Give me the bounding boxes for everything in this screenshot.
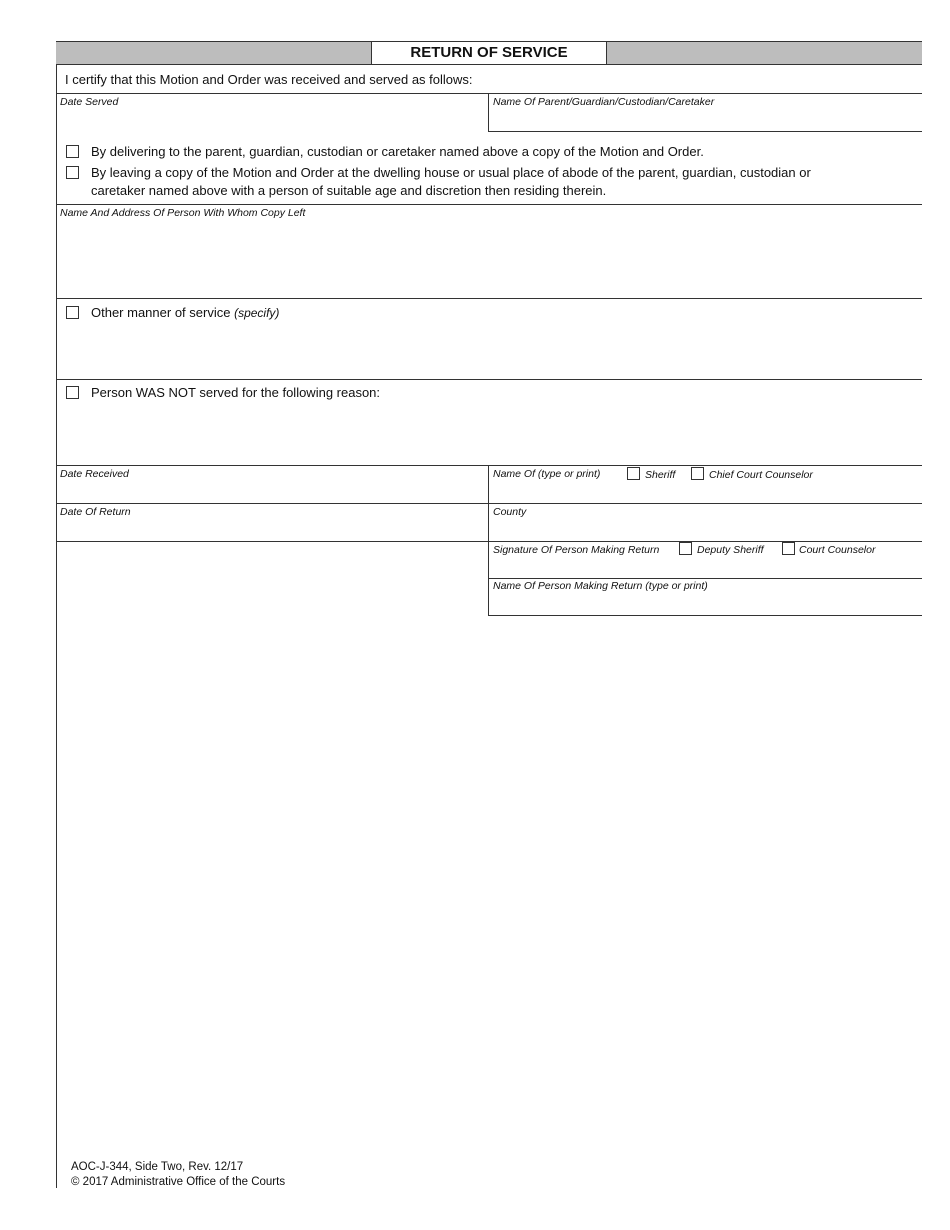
divider — [488, 615, 922, 616]
divider — [56, 503, 922, 504]
leaving-copy-text-line1: By leaving a copy of the Motion and Order at the dwelling house or usual place of abode of the parent, guardian, custodian or — [91, 165, 811, 180]
leaving-copy-text-line2: caretaker named above with a person of suitable age and discretion then residing therein. — [91, 183, 607, 198]
title-bar — [56, 41, 922, 65]
chief-court-counselor-label: Chief Court Counselor — [709, 469, 813, 481]
deputy-sheriff-checkbox[interactable] — [679, 542, 692, 555]
specify-note: (specify) — [234, 306, 280, 320]
date-received-label: Date Received — [60, 468, 129, 480]
name-of-label: Name Of (type or print) — [493, 468, 601, 480]
not-served-text: Person WAS NOT served for the following reason: — [91, 385, 381, 400]
divider — [56, 204, 922, 205]
date-served-label: Date Served — [60, 96, 119, 108]
divider — [56, 298, 922, 299]
divider — [56, 93, 922, 94]
divider — [56, 465, 922, 466]
name-person-return-label: Name Of Person Making Return (type or print) — [493, 580, 708, 592]
date-of-return-label: Date Of Return — [60, 506, 131, 518]
divider — [488, 578, 922, 579]
court-counselor-label: Court Counselor — [799, 544, 876, 556]
certify-text: I certify that this Motion and Order was received and served as follows: — [65, 72, 473, 87]
court-counselor-checkbox[interactable] — [782, 542, 795, 555]
divider — [56, 379, 922, 380]
divider — [488, 465, 489, 615]
copyright: © 2017 Administrative Office of the Courts — [71, 1176, 286, 1188]
sheriff-checkbox[interactable] — [627, 467, 640, 480]
name-parent-label: Name Of Parent/Guardian/Custodian/Caretaker — [493, 96, 715, 108]
delivering-text: By delivering to the parent, guardian, custodian or caretaker named above a copy of the Motion and Order. — [91, 144, 704, 159]
leaving-copy-checkbox[interactable] — [66, 166, 79, 179]
not-served-checkbox[interactable] — [66, 386, 79, 399]
form-title: RETURN OF SERVICE — [371, 41, 607, 65]
other-manner-checkbox[interactable] — [66, 306, 79, 319]
name-address-label: Name And Address Of Person With Whom Copy Left — [60, 207, 306, 219]
other-manner-text: Other manner of service (specify) — [91, 305, 280, 320]
county-label: County — [493, 506, 527, 518]
divider — [488, 131, 922, 132]
signature-label: Signature Of Person Making Return — [493, 544, 660, 556]
chief-court-counselor-checkbox[interactable] — [691, 467, 704, 480]
deputy-sheriff-label: Deputy Sheriff — [697, 544, 764, 556]
form-id: AOC-J-344, Side Two, Rev. 12/17 — [71, 1161, 244, 1173]
sheriff-label: Sheriff — [645, 469, 676, 481]
delivering-checkbox[interactable] — [66, 145, 79, 158]
divider — [488, 93, 489, 131]
